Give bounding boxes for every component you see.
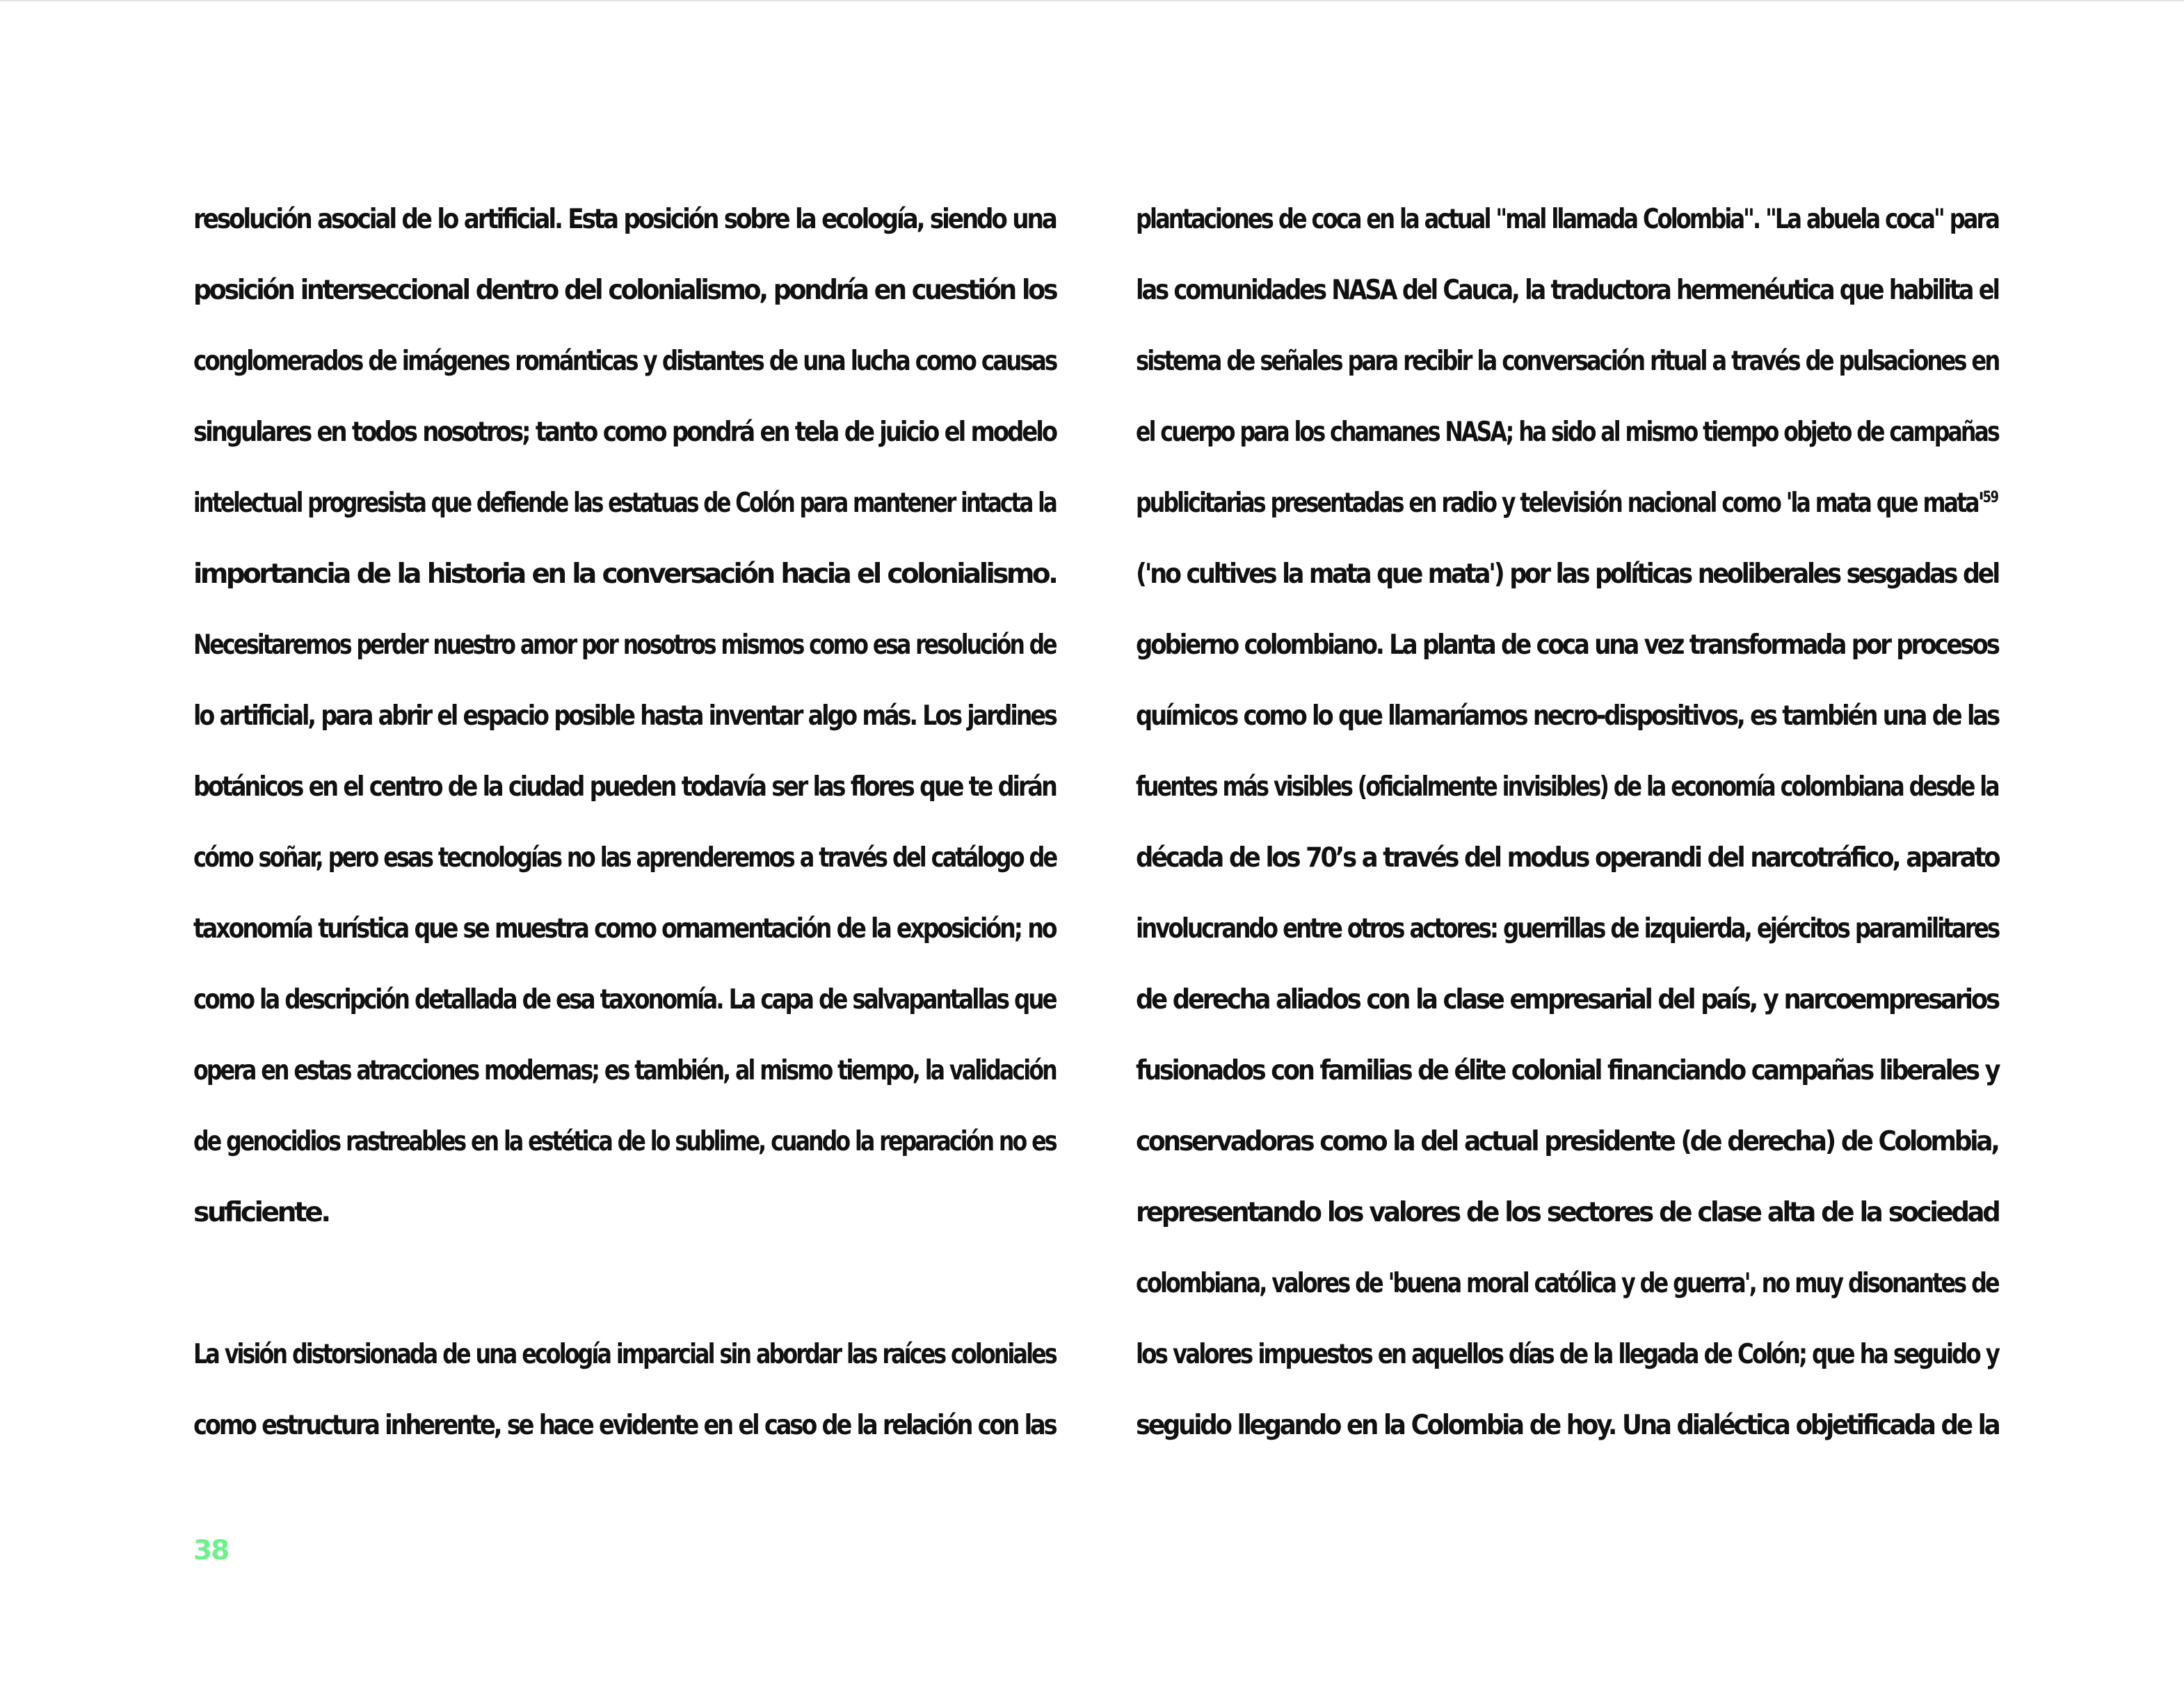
text-line: como la descripción detallada de esa taxonomía. La capa de salvapantallas que — [193, 983, 1056, 1015]
footnote-marker[interactable]: 59 — [1982, 489, 1998, 506]
text-line: suficiente. — [193, 1196, 329, 1228]
text-line: gobierno colombiano. La planta de coca una vez transformada por procesos — [1136, 629, 1998, 661]
left-text-column — [193, 184, 1056, 1461]
text-line: La visión distorsionada de una ecología imparcial sin abordar las raíces coloniales — [193, 1338, 1056, 1370]
footnote-line-text: publicitarias presentadas en radio y televisión nacional como 'la mata que mata' — [1136, 487, 1983, 519]
text-line: sistema de señales para recibir la conversación ritual a través de pulsaciones en — [1136, 345, 1999, 377]
text-line: los valores impuestos en aquellos días de la llegada de Colón; que ha seguido y — [1136, 1338, 1998, 1370]
text-line: colombiana, valores de 'buena moral católica y de guerra', no muy disonantes de — [1136, 1267, 1998, 1299]
text-line: singulares en todos nosotros; tanto como pondrá en tela de juicio el modelo — [193, 416, 1056, 448]
paragraph-1 — [193, 184, 1056, 1248]
text-line: Necesitaremos perder nuestro amor por nosotros mismos como esa resolución de — [193, 629, 1056, 661]
text-line: conservadoras como la del actual presidente (de derecha) de Colombia, — [1136, 1125, 1998, 1157]
text-line: fuentes más visibles (oficialmente invisibles) de la economía colombiana desde la — [1136, 771, 1998, 803]
text-line: lo artificial, para abrir el espacio posible hasta inventar algo más. Los jardines — [193, 700, 1056, 732]
text-line: como estructura inherente, se hace evidente en el caso de la relación con las — [193, 1409, 1056, 1441]
text-line: importancia de la historia en la conversación hacia el colonialismo. — [193, 558, 1057, 590]
text-line: involucrando entre otros actores: guerrillas de izquierda, ejércitos paramilitares — [1136, 913, 1999, 945]
text-line: ('no cultives la mata que mata') por las políticas neoliberales sesgadas del — [1136, 558, 1999, 590]
text-line: opera en estas atracciones modernas; es también, al mismo tiempo, la validación — [193, 1054, 1056, 1086]
text-line: de derecha aliados con la clase empresarial del país, y narcoempresarios — [1136, 983, 1998, 1015]
text-line: de genocidios rastreables en la estética de lo sublime, cuando la reparación no es — [193, 1125, 1056, 1157]
paragraph-gap — [193, 1248, 1056, 1319]
right-text-column — [1136, 184, 1998, 1461]
text-line: las comunidades NASA del Cauca, la traductora hermenéutica que habilita el — [1136, 274, 1998, 306]
text-line: seguido llegando en la Colombia de hoy. Una dialéctica objetificada de la — [1136, 1409, 1999, 1441]
text-line-with-footnote — [1136, 467, 1998, 538]
text-line: fusionados con familias de élite colonial financiando campañas liberales y — [1136, 1054, 1999, 1086]
text-line: plantaciones de coca en la actual "mal llamada Colombia". "La abuela coca" para — [1136, 203, 1999, 235]
text-line: década de los 70’s a través del modus operandi del narcotráfico, aparato — [1136, 842, 1999, 874]
text-line: taxonomía turística que se muestra como ornamentación de la exposición; no — [193, 913, 1056, 945]
text-line: posición interseccional dentro del colonialismo, pondría en cuestión los — [193, 274, 1057, 306]
text-line: cómo soñar, pero esas tecnologías no las aprenderemos a través del catálogo de — [193, 842, 1057, 874]
page-number: 38 — [193, 1535, 229, 1566]
text-line: resolución asocial de lo artificial. Esta posición sobre la ecología, siendo una — [193, 203, 1056, 235]
text-line: químicos como lo que llamaríamos necro-dispositivos, es también una de las — [1136, 700, 1999, 732]
text-line: representando los valores de los sectores de clase alta de la sociedad — [1136, 1196, 1999, 1228]
text-line: botánicos en el centro de la ciudad pueden todavía ser las flores que te dirán — [193, 771, 1056, 803]
text-line: conglomerados de imágenes románticas y distantes de una lucha como causas — [193, 345, 1057, 377]
text-line: intelectual progresista que defiende las estatuas de Colón para mantener intacta la — [193, 487, 1056, 519]
paragraph-2 — [193, 1319, 1056, 1461]
text-line: el cuerpo para los chamanes NASA; ha sido al mismo tiempo objeto de campañas — [1136, 416, 1998, 448]
